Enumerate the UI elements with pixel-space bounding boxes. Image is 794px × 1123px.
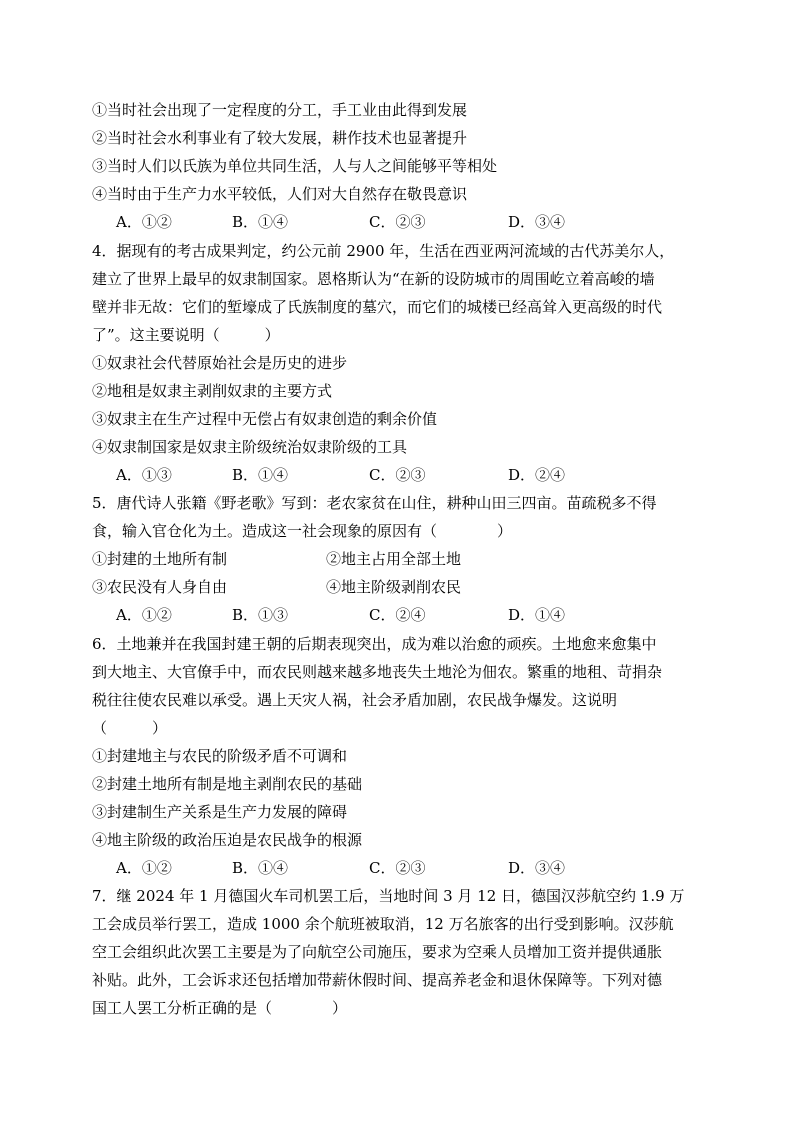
q3-option-a[interactable]: A．①② (116, 213, 172, 231)
q7-stem-line-2: 工会成员举行罢工，造成 1000 余个航班被取消，12 万名旅客的出行受到影响。汉莎航 (92, 915, 674, 933)
q6-option-a[interactable]: A．①② (116, 859, 172, 877)
q5-statement-2: ②地主占用全部土地 (326, 550, 462, 568)
q5-option-d[interactable]: D．①④ (508, 606, 566, 624)
q6-statement-3: ③封建制生产关系是生产力发展的障碍 (92, 803, 348, 821)
q7-stem-line-3: 空工会组织此次罢工主要是为了向航空公司施压，要求为空乘人员增加工资并提供通胀 (92, 943, 663, 961)
q7-stem-line-5: 国工人罢工分析正确的是（ ） (92, 999, 348, 1017)
q5-option-b[interactable]: B．①③ (232, 606, 289, 624)
q3-option-c[interactable]: C．②③ (369, 213, 426, 231)
q5-statement-3: ③农民没有人身自由 (92, 578, 228, 596)
q4-statement-4: ④奴隶制国家是奴隶主阶级统治奴隶阶级的工具 (92, 438, 408, 456)
q3-statement-1: ①当时社会出现了一定程度的分工，手工业由此得到发展 (92, 101, 468, 119)
q4-statement-1: ①奴隶社会代替原始社会是历史的进步 (92, 354, 348, 372)
q3-option-b[interactable]: B．①④ (232, 213, 289, 231)
q6-option-c[interactable]: C．②③ (369, 859, 426, 877)
q4-stem-line-4: 了”。这主要说明（ ） (92, 326, 280, 344)
q7-stem-line-4: 补贴。此外，工会诉求还包括增加带薪休假时间、提高养老金和退休保障等。下列对德 (92, 971, 663, 989)
q4-statement-3: ③奴隶主在生产过程中无偿占有奴隶创造的剩余价值 (92, 410, 438, 428)
q4-stem-line-2: 建立了世界上最早的奴隶制国家。恩格斯认为“在新的设防城市的周围屹立着高峻的墙 (92, 270, 655, 288)
q7-stem-line-1: 7．继 2024 年 1 月德国火车司机罢工后，当地时间 3 月 12 日，德国汉莎航空约 1.9 万 (92, 887, 685, 905)
q5-option-c[interactable]: C．②④ (369, 606, 426, 624)
q6-statement-2: ②封建土地所有制是地主剥削农民的基础 (92, 775, 363, 793)
q4-option-c[interactable]: C．②③ (369, 466, 426, 484)
q3-statement-4: ④当时由于生产力水平较低，人们对大自然存在敬畏意识 (92, 185, 468, 203)
q6-option-b[interactable]: B．①④ (232, 859, 289, 877)
q4-option-b[interactable]: B．①④ (232, 466, 289, 484)
q6-option-d[interactable]: D．③④ (508, 859, 566, 877)
q5-statement-1: ①封建的土地所有制 (92, 550, 228, 568)
q4-stem-line-3: 壁并非无故：它们的堑壕成了氏族制度的墓穴，而它们的城楼已经高耸入更高级的时代 (92, 298, 663, 316)
q4-stem-line-1: 4．据现有的考古成果判定，约公元前 2900 年，生活在西亚两河流域的古代苏美尔人， (92, 242, 675, 260)
q6-stem-line-1: 6．土地兼并在我国封建王朝的后期表现突出，成为难以治愈的顽疾。土地愈来愈集中 (92, 635, 657, 653)
q5-statement-4: ④地主阶级剥削农民 (326, 578, 462, 596)
q4-statement-2: ②地租是奴隶主剥削奴隶的主要方式 (92, 382, 333, 400)
q5-stem-line-1: 5．唐代诗人张籍《野老歌》写到：老农家贫在山住，耕种山田三四亩。苗疏税多不得 (92, 494, 657, 512)
q3-statement-2: ②当时社会水利事业有了较大发展，耕作技术也显著提升 (92, 129, 468, 147)
q6-stem-line-3: 税往往使农民难以承受。遇上天灾人祸，社会矛盾加剧，农民战争爆发。这说明 (92, 691, 618, 709)
q5-stem-line-2: 食，输入官仓化为土。造成这一社会现象的原因有（ ） (92, 522, 513, 540)
q6-stem-line-4: （ ） (92, 719, 168, 737)
q6-stem-line-2: 到大地主、大官僚手中，而农民则越来越多地丧失土地沦为佃农。繁重的地租、苛捐杂 (92, 663, 663, 681)
q3-option-d[interactable]: D．③④ (508, 213, 566, 231)
q6-statement-1: ①封建地主与农民的阶级矛盾不可调和 (92, 747, 348, 765)
q5-option-a[interactable]: A．①② (116, 606, 172, 624)
q6-statement-4: ④地主阶级的政治压迫是农民战争的根源 (92, 831, 363, 849)
q4-option-d[interactable]: D．②④ (508, 466, 566, 484)
q3-statement-3: ③当时人们以氏族为单位共同生活，人与人之间能够平等相处 (92, 157, 498, 175)
q4-option-a[interactable]: A．①③ (116, 466, 172, 484)
